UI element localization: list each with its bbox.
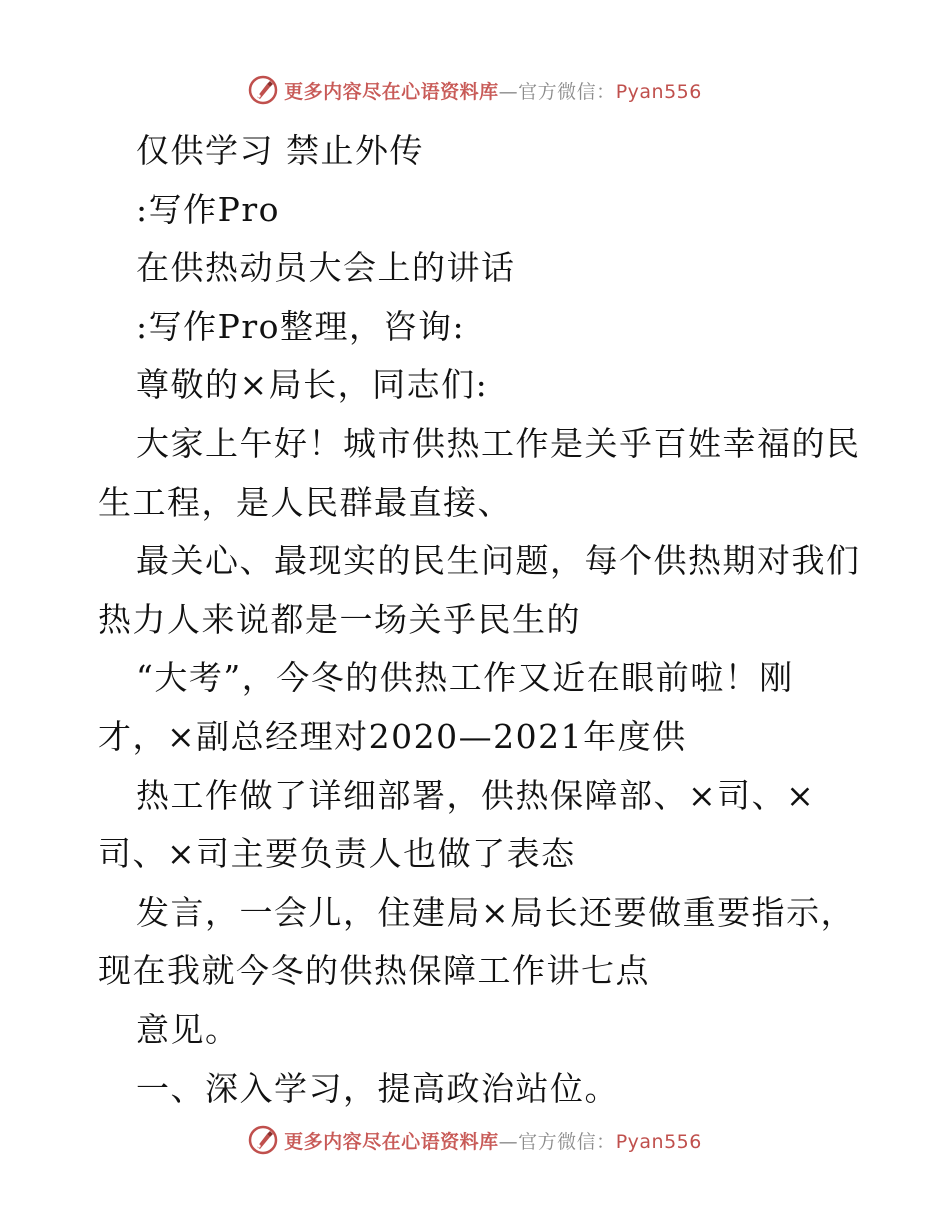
ink-pen-logo-icon — [248, 1125, 278, 1155]
doc-line-author: :写作Pro — [136, 189, 280, 229]
doc-salutation: 尊敬的×局长，同志们: — [136, 365, 489, 405]
doc-line: 大家上午好！城市供热工作是关乎百姓幸福的民 — [136, 423, 861, 463]
doc-line: 现在我就今冬的供热保障工作讲七点 — [98, 951, 650, 991]
doc-line: 热工作做了详细部署，供热保障部、×司、× — [136, 775, 816, 815]
doc-line-editor: :写作Pro整理，咨询: — [136, 306, 466, 346]
banner-main-text: 更多内容尽在心语资料库 — [284, 1130, 499, 1153]
doc-line: 司、×司主要负责人也做了表态 — [98, 834, 576, 874]
doc-line: 热力人来说都是一场关乎民生的 — [98, 599, 581, 639]
doc-line: 生工程，是人民群最直接、 — [98, 482, 512, 522]
banner-official-label: 官方微信： — [518, 1130, 616, 1153]
header-banner — [0, 70, 950, 110]
doc-title: 在供热动员大会上的讲话 — [136, 248, 516, 288]
doc-line: 发言，一会儿，住建局×局长还要做重要指示， — [136, 892, 856, 932]
banner-wechat-id: Pyan556 — [615, 1130, 702, 1153]
ink-pen-logo-icon — [248, 75, 278, 105]
footer-banner — [0, 1120, 950, 1160]
banner-official-label: 官方微信： — [518, 80, 616, 103]
doc-line: “大考”，今冬的供热工作又近在眼前啦！刚 — [136, 658, 794, 698]
doc-line: 最关心、最现实的民生问题，每个供热期对我们 — [136, 541, 861, 581]
banner-main-text: 更多内容尽在心语资料库 — [284, 80, 499, 103]
banner-dash: — — [498, 80, 519, 103]
doc-line: 意见。 — [136, 1009, 240, 1049]
banner-text — [284, 1127, 702, 1154]
doc-line: 才，×副总经理对2020—2021年度供 — [98, 716, 687, 756]
doc-section-heading: 一、深入学习，提高政治站位。 — [136, 1068, 619, 1108]
banner-dash: — — [498, 1130, 519, 1153]
document-body — [98, 122, 861, 1118]
doc-line-notice: 仅供学习 禁止外传 — [136, 131, 424, 170]
banner-wechat-id: Pyan556 — [615, 80, 702, 103]
banner-text — [284, 77, 702, 104]
